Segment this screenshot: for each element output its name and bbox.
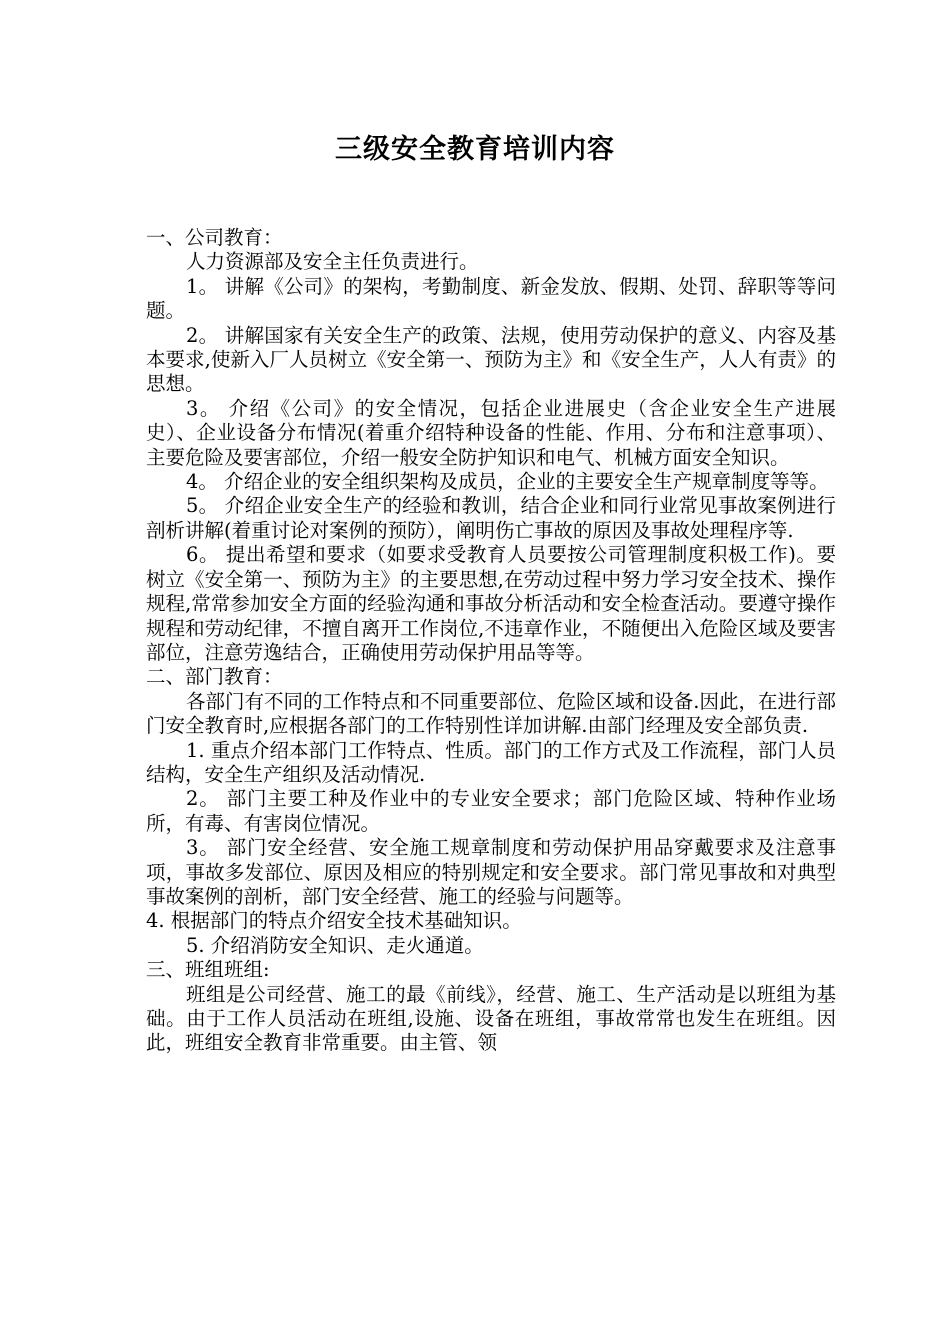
paragraph: 5. 介绍消防安全知识、走火通道。 (186, 933, 484, 957)
document-title: 三级安全教育培训内容 (335, 134, 615, 165)
paragraph: 5。 介绍企业安全生产的经验和教训，结合企业和同行业常见事故案例进行剖析讲解(着重讨论对案例的预防），阐明伤亡事故的原因及事故处理程序等. (146, 494, 836, 542)
paragraph: 各部门有不同的工作特点和不同重要部位、危险区域和设备.因此，在进行部门安全教育时,应根据各部门的工作特别性详加讲解.由部门经理及安全部负责. (146, 689, 836, 738)
paragraph: 3。 介绍《公司》的安全情况，包括企业进展史（含企业安全生产进展史）、企业设备分布情况(着重介绍特种设备的性能、作用、分布和注意事项）、主要危险及要害部位，介绍一般安全防护知识和电气、机械方面安全知识。 (146, 396, 836, 469)
paragraph: 2。 部门主要工种及作业中的专业安全要求；部门危险区域、特种作业场所，有毒、有害岗位情况。 (146, 787, 836, 835)
paragraph: 2。 讲解国家有关安全生产的政策、法规，使用劳动保护的意义、内容及基本要求,使新入厂人员树立《安全第一、预防为主》和《安全生产，人人有责》的思想。 (146, 323, 836, 396)
section-heading-company: 一、公司教育： (146, 226, 283, 249)
paragraph: 4. 根据部门的特点介绍安全技术基础知识。 (146, 909, 522, 933)
paragraph: 3。 部门安全经营、安全施工规章制度和劳动保护用品穿戴要求及注意事项，事故多发部位、原因及相应的特别规定和安全要求。部门常见事故和对典型事故案例的剖析，部门安全经营、施工的经验与问题等。 (146, 836, 836, 908)
section-heading-department: 二、部门教育： (146, 665, 283, 689)
paragraph: 4。 介绍企业的安全组织架构及成员，企业的主要安全生产规章制度等等。 (186, 470, 829, 494)
document-body (146, 226, 836, 1056)
paragraph: 人力资源部及安全主任负责进行。 (186, 250, 479, 274)
section-heading-team: 三、班组班组: (146, 958, 270, 982)
paragraph: 1。 讲解《公司》的架构，考勤制度、新金发放、假期、处罚、辞职等等问题。 (146, 274, 836, 323)
paragraph: 1. 重点介绍本部门工作特点、性质。部门的工作方式及工作流程，部门人员结构，安全生产组织及活动情况. (146, 738, 836, 786)
paragraph: 6。 提出希望和要求（如要求受教育人员要按公司管理制度积极工作)。要树立《安全第一、预防为主》的主要思想,在劳动过程中努力学习安全技术、操作规程,常常参加安全方面的经验沟通和事故分析活动和安全检查活动。要遵守操作规程和劳动纪律，不擅自离开工作岗位,不违章作业，不随便出入危险区域及要害部位，注意劳逸结合，正确使用劳动保护用品等等。 (146, 543, 836, 664)
paragraph: 班组是公司经营、施工的最《前线》，经营、施工、生产活动是以班组为基础。由于工作人员活动在班组,设施、设备在班组，事故常常也发生在班组。因此，班组安全教育非常重要。由主管、领 (146, 982, 836, 1055)
